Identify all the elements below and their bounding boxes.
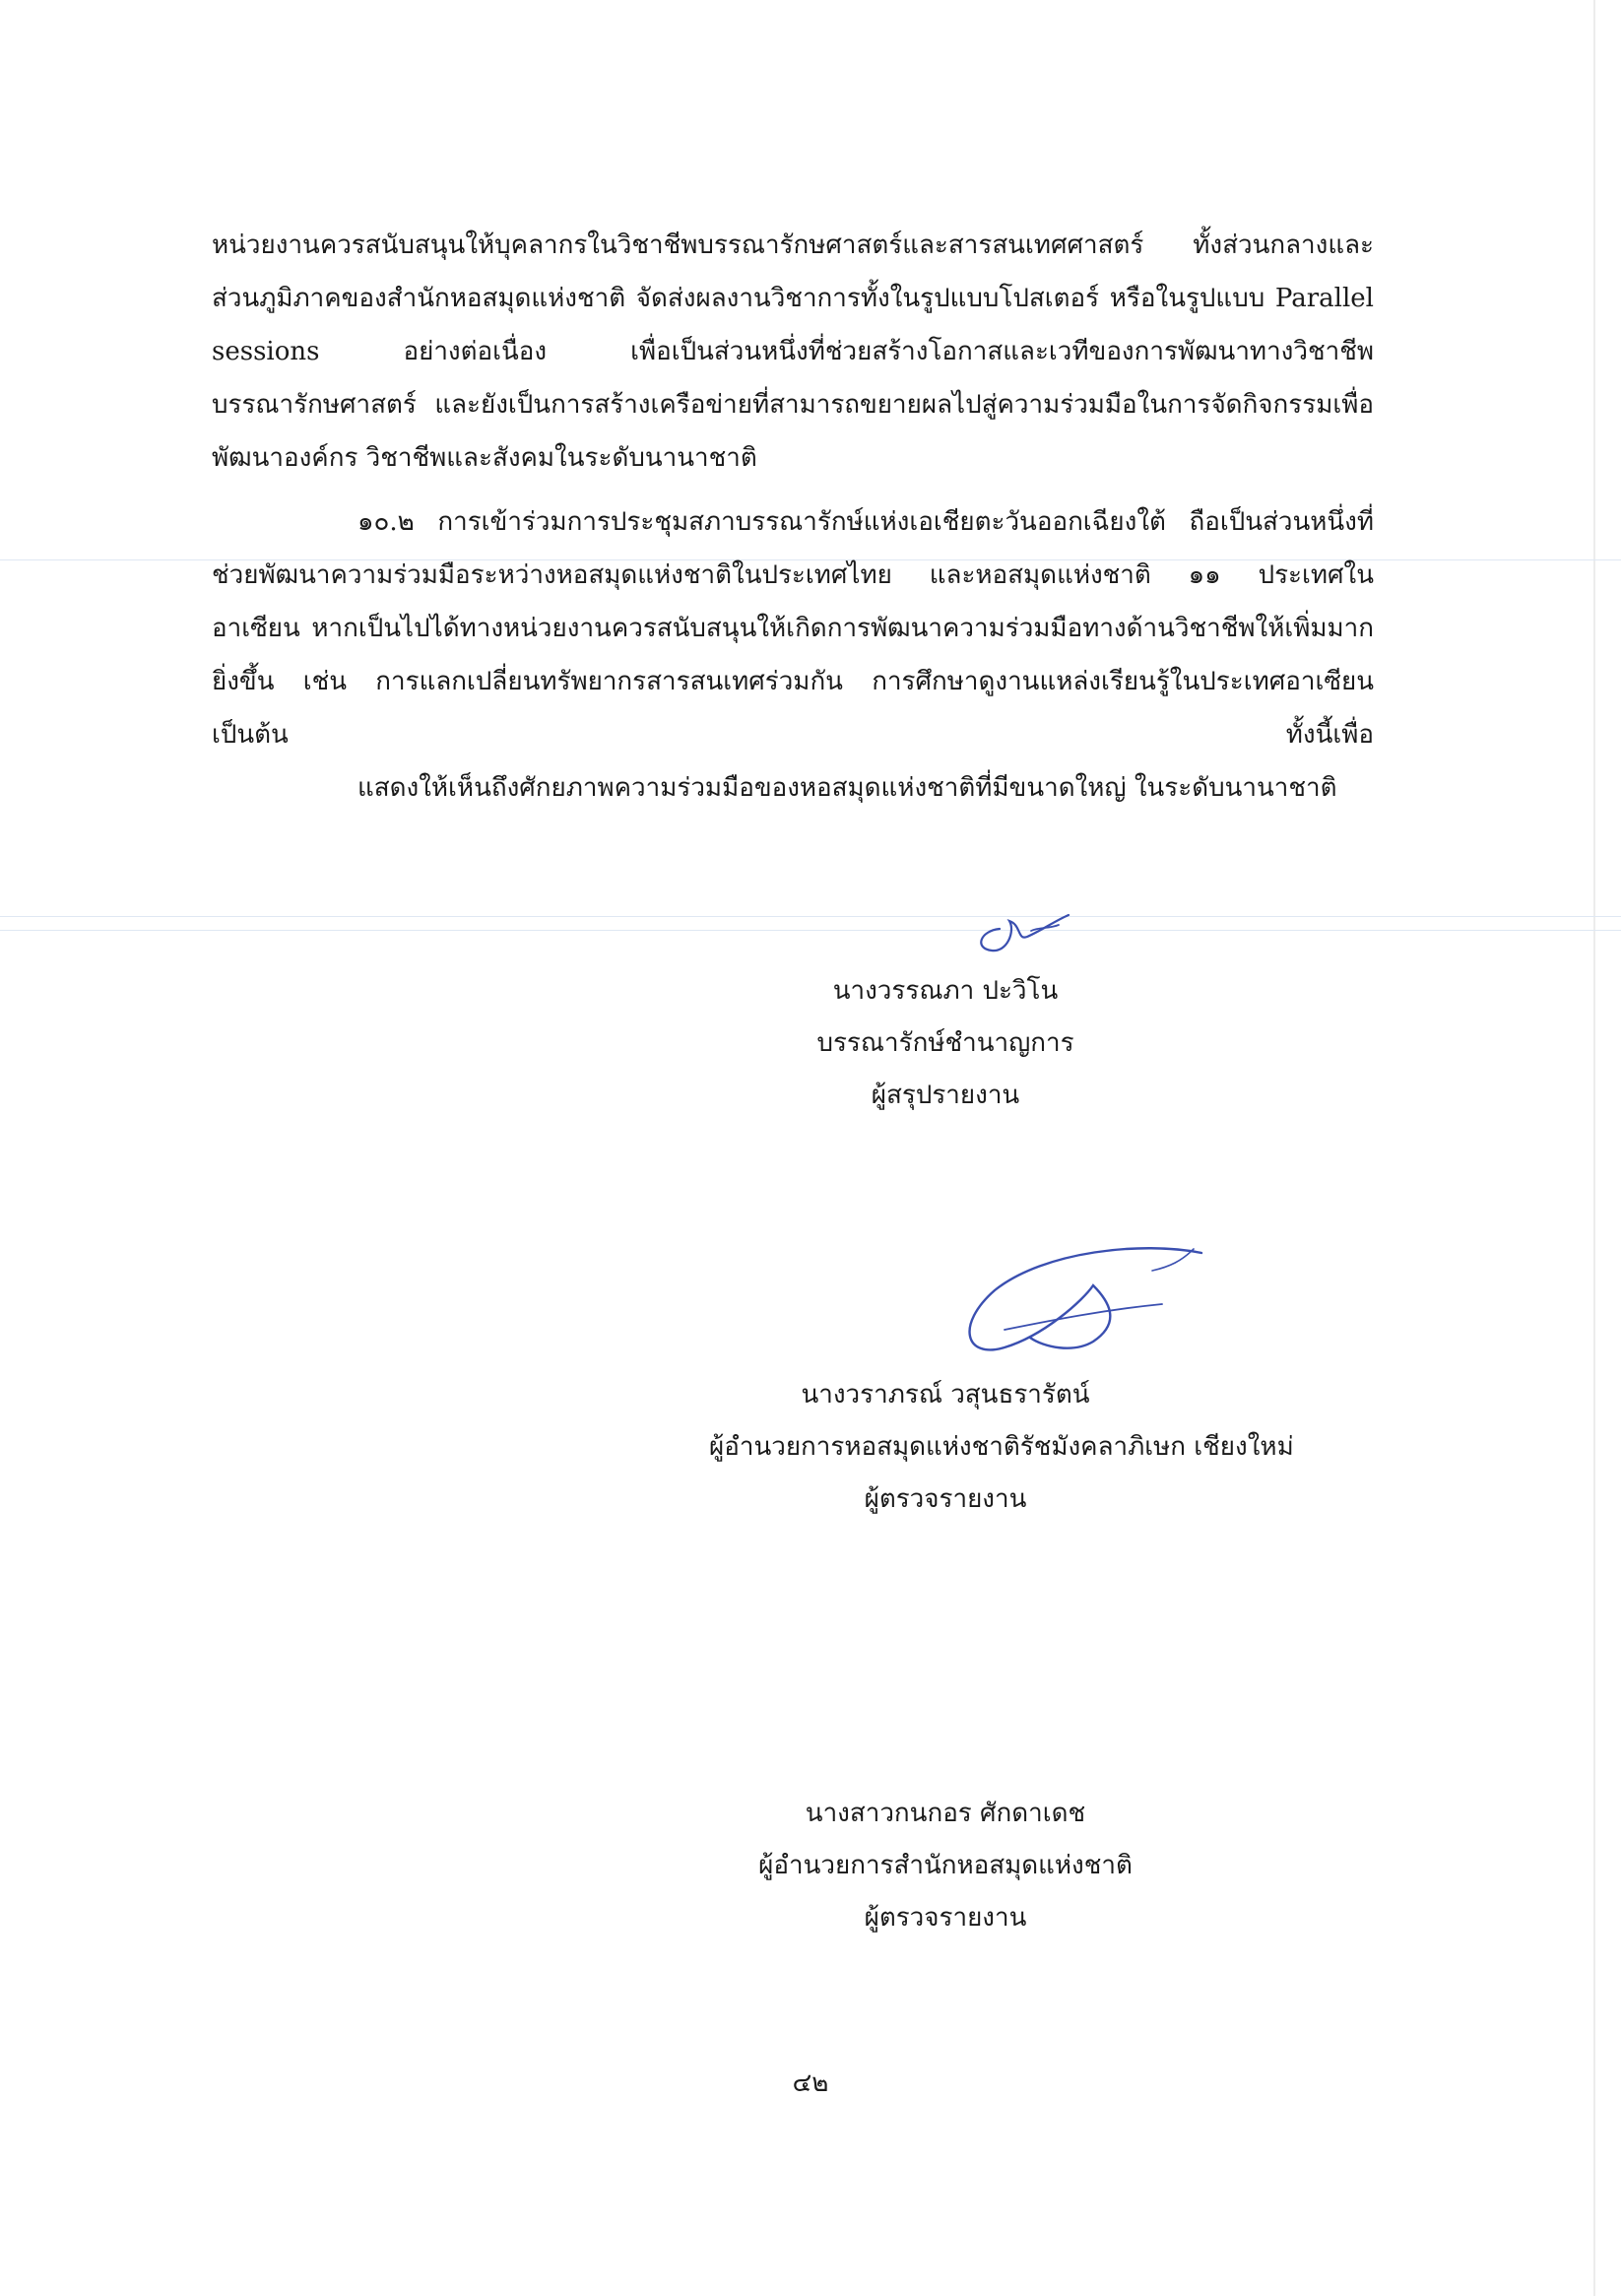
scan-bleed-line [0, 930, 1621, 931]
signatory-role: ผู้ตรวจรายงาน [864, 1484, 1027, 1514]
signatory-position: ผู้อำนวยการสำนักหอสมุดแห่งชาติ [758, 1851, 1133, 1880]
signatory-block [709, 1788, 1182, 1944]
paragraph-recommendation-1 [212, 219, 1374, 485]
handwritten-signature [936, 1231, 1211, 1369]
signatory-role: ผู้สรุปรายงาน [871, 1081, 1020, 1110]
page-number: ๔๒ [792, 2068, 829, 2098]
paragraph-text: หน่วยงานควรสนับสนุนให้บุคลากรในวิชาชีพบรรณารักษศาสตร์และสารสนเทศศาสตร์ ทั้งส่วนกลางและส่วนภูมิภาคของสำนักหอสมุดแห่งชาติ จัดส่งผลงานวิชาการทั้งในรูปแบบโปสเตอร์ หรือในรูปแบบ Parallel sessions อย่างต่อเนื่อง เพื่อเป็นส่วนหนึ่งที่ช่วยสร้างโอกาสและเวทีของการพัฒนาทางวิชาชีพบรรณารักษศาสตร์ และยังเป็นการสร้างเครือข่ายที่สามารถขยายผลไปสู่ความร่วมมือในการจัดกิจกรรมเพื่อ [212, 230, 1374, 420]
paragraph-last-line: แสดงให้เห็นถึงศักยภาพความร่วมมือของหอสมุดแห่งชาติที่มีขนาดใหญ่ ในระดับนานาชาติ [357, 773, 1337, 803]
signatory-name: นางสาวกนกอร ศักดาเดช [805, 1799, 1086, 1828]
paragraph-last-line: พัฒนาองค์กร วิชาชีพและสังคมในระดับนานาชาติ [212, 443, 757, 473]
handwritten-signature [970, 891, 1078, 960]
signatory-position: บรรณารักษ์ชำนาญการ [816, 1028, 1074, 1058]
paragraph-text: ๑๐.๒ การเข้าร่วมการประชุมสภาบรรณารักษ์แห่งเอเชียตะวันออกเฉียงใต้ ถือเป็นส่วนหนึ่งที่ช่วยพัฒนาความร่วมมือระหว่างหอสมุดแห่งชาติในประเทศไทย และหอสมุดแห่งชาติ ๑๑ ประเทศในอาเซียน หากเป็นไปได้ทางหน่วยงานควรสนับสนุนให้เกิดการพัฒนาความร่วมมือทางด้านวิชาชีพให้เพิ่มมากยิ่งขึ้น เช่น การแลกเปลี่ยนทรัพยากรสารสนเทศร่วมกัน การศึกษาดูงานแหล่งเรียนรู้ในประเทศอาเซียน เป็นต้น ทั้งนี้เพื่อ [212, 507, 1374, 750]
scan-bleed-line [0, 916, 1621, 917]
paragraph-recommendation-2 [212, 495, 1374, 815]
signatory-position: ผู้อำนวยการหอสมุดแห่งชาติรัชมังคลาภิเษก เชียงใหม่ [709, 1432, 1294, 1462]
page-edge [1593, 0, 1595, 2296]
signatory-block [709, 1369, 1294, 1526]
signatory-block [709, 965, 1182, 1122]
signatory-name: นางวรรณภา ปะวิโน [832, 976, 1059, 1006]
signatory-role: ผู้ตรวจรายงาน [864, 1903, 1027, 1933]
signatory-name: นางวราภรณ์ วสุนธรารัตน์ [801, 1380, 1090, 1410]
